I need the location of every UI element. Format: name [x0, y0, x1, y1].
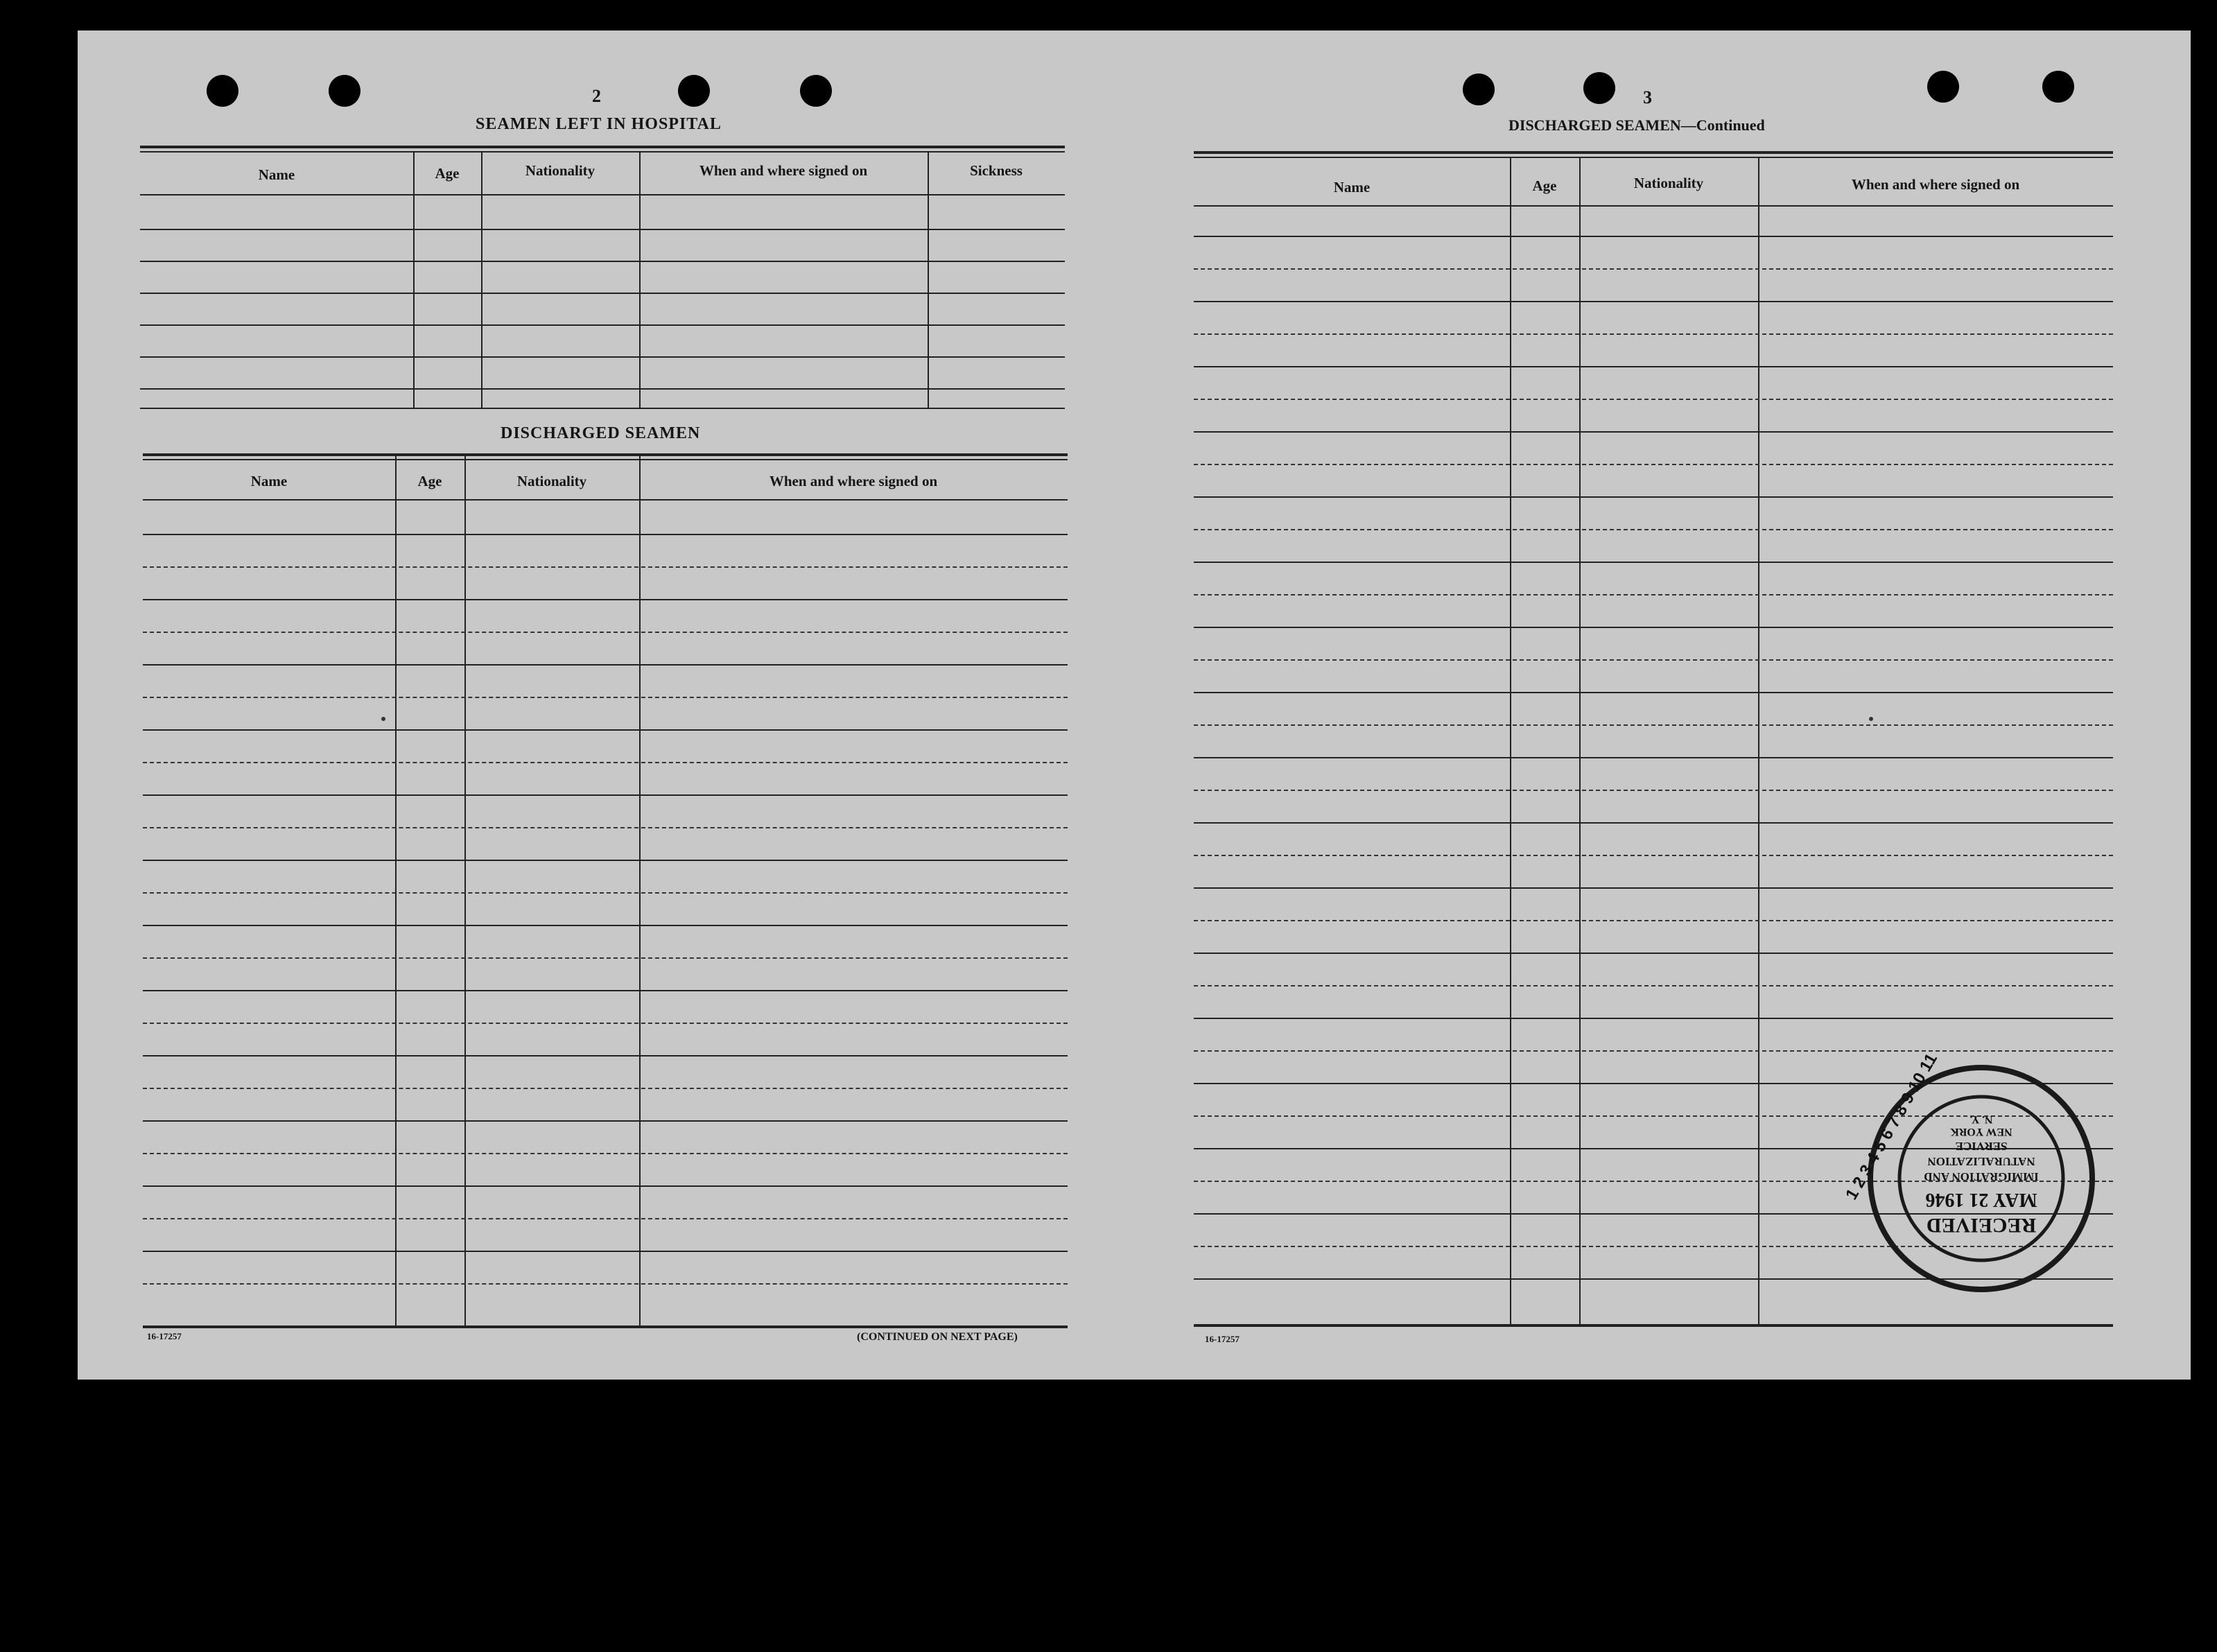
table-bottom-rule: [143, 1325, 1068, 1328]
left-discharged-header-nationality: Nationality: [516, 473, 587, 489]
ruled-line: [1194, 920, 2113, 921]
right-section-title: DISCHARGED SEAMEN—Continued: [1509, 116, 1765, 134]
ruled-line: [1194, 822, 2113, 824]
hospital-section-title: SEAMEN LEFT IN HOSPITAL: [476, 115, 722, 133]
received-stamp: [1842, 1050, 2099, 1295]
ruled-line: [143, 632, 1068, 633]
punch-hole: [2042, 71, 2074, 103]
hospital-header-sickness: Sickness: [970, 162, 1023, 179]
ruled-line: [1194, 659, 2113, 661]
ruled-line: [1194, 985, 2113, 986]
ruled-line: [1194, 724, 2113, 726]
right-discharged-header-name: Name: [1333, 179, 1371, 195]
ruled-line: [1194, 236, 2113, 237]
stamp-line2: NATURALIZATION: [1927, 1155, 2035, 1168]
ruled-line: [1194, 627, 2113, 628]
ink-speck: [381, 717, 385, 721]
ruled-line: [143, 599, 1068, 600]
left-discharged-header-signed-on: When and where signed on: [769, 473, 938, 489]
right-discharged-header-age: Age: [1532, 177, 1557, 194]
ruled-line: [143, 860, 1068, 861]
ruled-line: [143, 1023, 1068, 1024]
ruled-line: [1194, 594, 2113, 595]
right-page-number: 3: [1643, 87, 1652, 107]
stamp-status: RECEIVED: [1926, 1214, 2037, 1237]
ruled-line: [1194, 562, 2113, 563]
punch-hole: [1583, 72, 1615, 104]
left-discharged-header-age: Age: [417, 473, 442, 489]
ruled-line: [143, 1153, 1068, 1154]
right-discharged-header-signed-on: When and where signed on: [1851, 176, 2020, 193]
ruled-line: [143, 925, 1068, 926]
stamp-ring-numbers: 1 2 3 4 5 6 7 8 9 10 11: [1842, 1050, 1941, 1203]
punch-hole: [207, 75, 238, 107]
ruled-line: [143, 957, 1068, 959]
left-discharged-table: [143, 453, 1068, 1327]
ruled-line: [143, 566, 1068, 568]
ruled-line: [1194, 399, 2113, 400]
table-bottom-rule: [1194, 1324, 2113, 1327]
continued-note: (CONTINUED ON NEXT PAGE): [857, 1331, 1018, 1343]
hospital-header-signed-on: When and where signed on: [699, 162, 868, 179]
ruled-line: [143, 1218, 1068, 1219]
ruled-line: [143, 534, 1068, 535]
ruled-line: [143, 892, 1068, 894]
ruled-line: [1194, 496, 2113, 498]
hospital-table: [140, 146, 1065, 442]
ruled-line: [143, 1120, 1068, 1122]
stamp-line4: NEW YORK: [1950, 1126, 2012, 1138]
ruled-line: [1194, 366, 2113, 367]
ruled-line: [143, 1283, 1068, 1285]
ruled-line: [143, 794, 1068, 796]
ruled-line: [1194, 953, 2113, 954]
ruled-line: [143, 697, 1068, 698]
ruled-line: [1194, 757, 2113, 758]
ruled-line: [1194, 529, 2113, 530]
ruled-line: [1194, 301, 2113, 302]
ruled-line: [143, 990, 1068, 991]
ruled-line: [143, 729, 1068, 731]
hospital-header-name: Name: [258, 166, 295, 183]
punch-hole: [329, 75, 360, 107]
stamp-line1: IMMIGRATION AND: [1924, 1170, 2039, 1183]
ruled-line: [143, 1055, 1068, 1057]
ruled-line: [143, 1185, 1068, 1187]
punch-hole: [1463, 73, 1495, 105]
left-page-number: 2: [592, 86, 601, 106]
punch-hole: [678, 75, 710, 107]
stamp-line5: N. Y.: [1970, 1113, 1993, 1125]
ruled-line: [1194, 1018, 2113, 1019]
right-form-number: 16-17257: [1205, 1334, 1240, 1344]
ruled-line: [1194, 790, 2113, 791]
punch-hole: [1927, 71, 1959, 103]
ruled-line: [1194, 887, 2113, 889]
ruled-line: [1194, 333, 2113, 335]
right-discharged-header-nationality: Nationality: [1633, 175, 1704, 191]
ruled-line: [1194, 855, 2113, 856]
left-form-number: 16-17257: [147, 1331, 182, 1341]
ruled-line: [1194, 268, 2113, 270]
ruled-line: [143, 762, 1068, 763]
discharged-section-title: DISCHARGED SEAMEN: [501, 424, 701, 442]
ruled-line: [143, 827, 1068, 828]
ruled-line: [143, 664, 1068, 666]
ruled-line: [143, 1251, 1068, 1252]
stamp-date: MAY 21 1946: [1925, 1189, 2037, 1210]
ruled-line: [1194, 464, 2113, 465]
ruled-line: [143, 1088, 1068, 1089]
stamp-line3: SERVICE: [1955, 1140, 2008, 1153]
ruled-line: [1194, 431, 2113, 433]
ink-speck: [1869, 717, 1873, 721]
left-discharged-header-name: Name: [250, 473, 288, 489]
hospital-header-age: Age: [435, 165, 460, 182]
hospital-header-nationality: Nationality: [525, 162, 595, 179]
punch-hole: [800, 75, 832, 107]
ruled-line: [1194, 692, 2113, 693]
ruled-line: [1194, 1050, 2113, 1052]
